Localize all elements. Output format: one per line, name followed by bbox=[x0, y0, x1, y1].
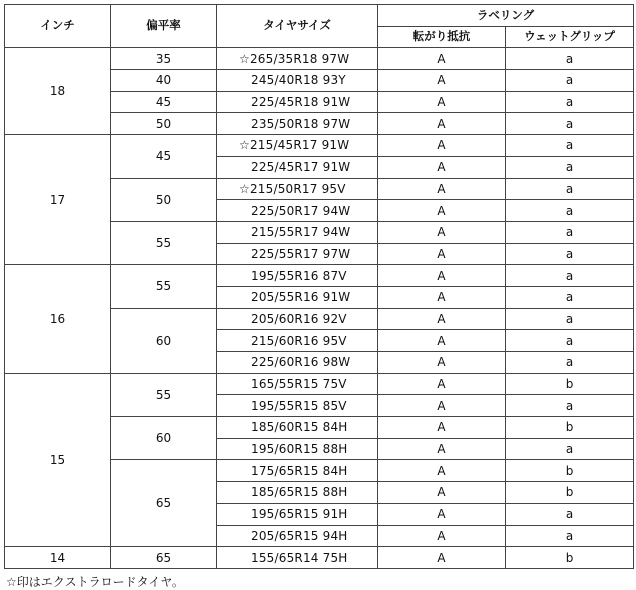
wet-cell: a bbox=[506, 70, 634, 92]
inch-cell: 18 bbox=[5, 48, 111, 135]
size-cell: 205/65R15 94H bbox=[217, 525, 378, 547]
table-row bbox=[5, 265, 634, 287]
wet-cell: a bbox=[506, 308, 634, 330]
rolling-cell: A bbox=[378, 438, 506, 460]
wet-cell: a bbox=[506, 395, 634, 417]
size-cell: ☆215/45R17 91W bbox=[217, 135, 378, 157]
size-cell: 195/60R15 88H bbox=[217, 438, 378, 460]
aspect-cell: 50 bbox=[111, 178, 217, 221]
inch-cell: 16 bbox=[5, 265, 111, 373]
rolling-cell: A bbox=[378, 330, 506, 352]
size-cell: 175/65R15 84H bbox=[217, 460, 378, 482]
size-cell: 225/45R17 91W bbox=[217, 156, 378, 178]
wet-cell: a bbox=[506, 330, 634, 352]
wet-cell: a bbox=[506, 503, 634, 525]
wet-cell: b bbox=[506, 547, 634, 569]
wet-cell: b bbox=[506, 460, 634, 482]
rolling-cell: A bbox=[378, 286, 506, 308]
size-cell: 185/65R15 88H bbox=[217, 482, 378, 504]
header-row-top bbox=[5, 5, 634, 27]
rolling-cell: A bbox=[378, 70, 506, 92]
rolling-cell: A bbox=[378, 308, 506, 330]
wet-cell: a bbox=[506, 48, 634, 70]
rolling-cell: A bbox=[378, 48, 506, 70]
rolling-cell: A bbox=[378, 91, 506, 113]
table-row bbox=[5, 373, 634, 395]
wet-cell: a bbox=[506, 352, 634, 374]
inch-cell: 17 bbox=[5, 135, 111, 265]
wet-cell: b bbox=[506, 373, 634, 395]
size-cell: 215/60R16 95V bbox=[217, 330, 378, 352]
rolling-cell: A bbox=[378, 547, 506, 569]
wet-cell: a bbox=[506, 178, 634, 200]
size-cell: 225/60R16 98W bbox=[217, 352, 378, 374]
aspect-cell: 40 bbox=[111, 70, 217, 92]
size-cell: 195/65R15 91H bbox=[217, 503, 378, 525]
rolling-cell: A bbox=[378, 243, 506, 265]
size-cell: 205/55R16 91W bbox=[217, 286, 378, 308]
size-cell: ☆265/35R18 97W bbox=[217, 48, 378, 70]
rolling-cell: A bbox=[378, 221, 506, 243]
aspect-cell: 45 bbox=[111, 91, 217, 113]
aspect-cell: 35 bbox=[111, 48, 217, 70]
wet-cell: a bbox=[506, 438, 634, 460]
rolling-cell: A bbox=[378, 156, 506, 178]
rolling-cell: A bbox=[378, 200, 506, 222]
wet-cell: a bbox=[506, 156, 634, 178]
table-row bbox=[5, 547, 634, 569]
inch-cell: 14 bbox=[5, 547, 111, 569]
wet-cell: a bbox=[506, 265, 634, 287]
rolling-cell: A bbox=[378, 373, 506, 395]
aspect-cell: 65 bbox=[111, 547, 217, 569]
header-rolling-resistance: 転がり抵抗 bbox=[378, 26, 506, 48]
size-cell: 235/50R18 97W bbox=[217, 113, 378, 135]
inch-cell: 15 bbox=[5, 373, 111, 547]
wet-cell: a bbox=[506, 135, 634, 157]
aspect-cell: 55 bbox=[111, 265, 217, 308]
size-cell: 205/60R16 92V bbox=[217, 308, 378, 330]
header-aspect-ratio: 偏平率 bbox=[111, 5, 217, 48]
wet-cell: b bbox=[506, 417, 634, 439]
wet-cell: a bbox=[506, 113, 634, 135]
aspect-cell: 55 bbox=[111, 221, 217, 264]
wet-cell: a bbox=[506, 525, 634, 547]
size-cell: 195/55R15 85V bbox=[217, 395, 378, 417]
size-cell: 245/40R18 93Y bbox=[217, 70, 378, 92]
wet-cell: a bbox=[506, 200, 634, 222]
size-cell: 185/60R15 84H bbox=[217, 417, 378, 439]
aspect-cell: 60 bbox=[111, 308, 217, 373]
rolling-cell: A bbox=[378, 135, 506, 157]
rolling-cell: A bbox=[378, 417, 506, 439]
tire-labeling-table bbox=[4, 4, 634, 569]
table-row bbox=[5, 48, 634, 70]
size-cell: 225/45R18 91W bbox=[217, 91, 378, 113]
footnote: ☆印はエクストラロードタイヤ。 bbox=[6, 575, 184, 589]
rolling-cell: A bbox=[378, 352, 506, 374]
aspect-cell: 65 bbox=[111, 460, 217, 547]
rolling-cell: A bbox=[378, 525, 506, 547]
table-body bbox=[5, 48, 634, 569]
aspect-cell: 50 bbox=[111, 113, 217, 135]
size-cell: 225/55R17 97W bbox=[217, 243, 378, 265]
size-cell: 155/65R14 75H bbox=[217, 547, 378, 569]
size-cell: 195/55R16 87V bbox=[217, 265, 378, 287]
aspect-cell: 45 bbox=[111, 135, 217, 178]
wet-cell: a bbox=[506, 91, 634, 113]
header-tire-size: タイヤサイズ bbox=[217, 5, 378, 48]
header-wet-grip: ウェットグリップ bbox=[506, 26, 634, 48]
aspect-cell: 60 bbox=[111, 417, 217, 460]
header-inch: インチ bbox=[5, 5, 111, 48]
wet-cell: a bbox=[506, 286, 634, 308]
rolling-cell: A bbox=[378, 503, 506, 525]
rolling-cell: A bbox=[378, 460, 506, 482]
size-cell: ☆215/50R17 95V bbox=[217, 178, 378, 200]
size-cell: 165/55R15 75V bbox=[217, 373, 378, 395]
wet-cell: a bbox=[506, 221, 634, 243]
rolling-cell: A bbox=[378, 113, 506, 135]
rolling-cell: A bbox=[378, 395, 506, 417]
table-row bbox=[5, 135, 634, 157]
rolling-cell: A bbox=[378, 265, 506, 287]
rolling-cell: A bbox=[378, 482, 506, 504]
size-cell: 215/55R17 94W bbox=[217, 221, 378, 243]
aspect-cell: 55 bbox=[111, 373, 217, 416]
size-cell: 225/50R17 94W bbox=[217, 200, 378, 222]
header-labeling: ラベリング bbox=[378, 5, 634, 27]
wet-cell: b bbox=[506, 482, 634, 504]
rolling-cell: A bbox=[378, 178, 506, 200]
wet-cell: a bbox=[506, 243, 634, 265]
